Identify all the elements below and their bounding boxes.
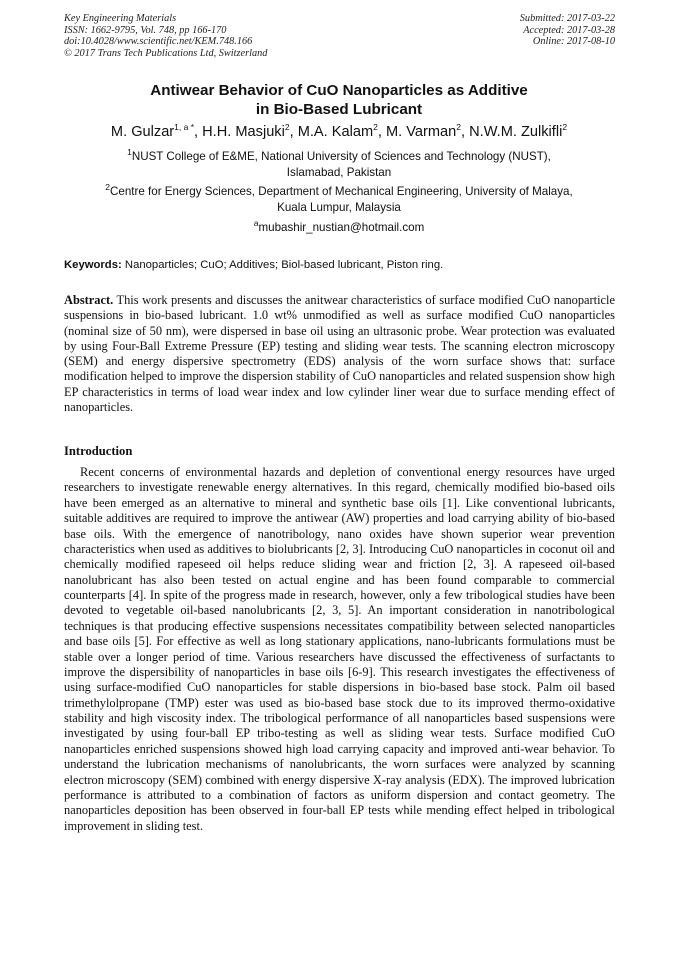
journal-issn: ISSN: 1662-9795, Vol. 748, pp 166-170 [64,24,227,36]
keywords [64,258,616,273]
affiliation-2 [70,184,608,216]
journal-doi[interactable]: doi:10.4028/www.scientific.net/KEM.748.166 [64,36,253,48]
abstract-label: Abstract. [64,293,114,307]
abstract [64,293,615,415]
author-affiliation-mark: 1, a * [174,122,195,133]
author-name: H.H. Masjuki [202,124,285,140]
accepted-date: Accepted: 2017-03-28 [523,24,615,36]
title-line-2: in Bio-Based Lubricant [255,100,423,118]
journal-name: Key Engineering Materials [64,13,177,24]
author-affiliation-mark: 2 [456,122,461,133]
author-name: N.W.M. Zulkifli [469,124,563,140]
author-affiliation-mark: 2 [562,122,568,133]
author-affiliation-mark: 2 [284,122,290,133]
keywords-label: Keywords: [64,259,122,271]
affiliation-line: NUST College of E&ME, National University of Sciences and Technology (NUST), [131,150,551,163]
introduction-paragraph: Recent concerns of environmental hazards and depletion of conventional energy resources have urged researchers to investigate renewable energy alternatives. In this regard, chemically modified bio-based oils have been emerged as an alternative to mineral and synthetic base oils [1]. Like conventional lubricants, suitable additives are required to improve the antiwear (AW) properties and load carrying ability of bio-based base oils. With the emergence of nanotribology, nano oxides have shown superior wear prevention characteristics when used as additives to biolubricants [2, 3]. Introducing CuO nanoparticles in coconut oil and chemically modified rapeseed oil helps reduce sliding wear and friction [2, 3]. A rapeseed oil-based nanolubricant has also been tested on actual engine and has been found comparable to commercial counterparts [4]. In spite of the progress made in research, however, only a few tribological studies have been devoted to vegetable oil-based nanolubricants [2, 3, 5]. An important consideration in nanotribological techniques is that producing effective suspensions necessitates compatibility between selected nanoparticles and base oils [5]. For effective as well as long stationary applications, nano-lubricants formulations must be stable over a longer period of time. Various researchers have discussed the effectiveness of surfactants to improve the dispersibility of nanoparticles in base oils [6-9]. This research investigates the effectiveness of using surface-modified CuO nanoparticles for stable dispersions in bio-based base stock. Palm oil based trimethylolpropane (TMP) ester was used as bio-based base stock due to its improved thermo-oxidative stability and high viscosity index. The tribological performance of all nanoparticles based suspensions were investigated by using four-ball EP tribo-testing as well as sliding wear tests. Surface modified CuO nanoparticles enriched suspensions showed high load carrying capacity and improved anti-wear behavior. To understand the lubrication mechanisms of nanolubricants, the worn surfaces were analyzed by scanning electron microscopy (SEM) combined with energy dispersive X-ray analysis (EDX). The improved lubrication performance is attributed to a combination of factors as uniform dispersion and contact geometry. The nanoparticles deposition has been observed in four-ball EP tests while mending effect helped in tribological improvement in sliding test. [64,465,615,833]
journal-copyright: © 2017 Trans Tech Publications Ltd, Switzerland [64,47,268,59]
affiliation-mark: 1 [127,147,132,158]
email-mark: a [253,218,259,229]
journal-info [64,13,267,59]
affiliation-line: Kuala Lumpur, Malaysia [277,201,401,214]
affiliation-line: Centre for Energy Sciences, Department of Mechanical Engineering, University of Malaya, [110,185,573,198]
publication-dates [520,13,615,48]
title-line-1: Antiwear Behavior of CuO Nanoparticles as Additive [150,82,528,99]
affiliation-line: Islamabad, Pakistan [286,166,392,179]
affiliation-mark: 2 [105,182,111,193]
submitted-date: Submitted: 2017-03-22 [519,13,615,24]
author-name: M.A. Kalam [297,124,374,140]
section-heading-introduction: Introduction [64,444,133,458]
paper-title [60,82,618,119]
author-name: M. Gulzar [110,124,175,140]
author-name: M. Varman [385,124,457,140]
author-list: M. Gulzar$^{1, a *}$, H.H. Masjuki$^2$, M.A. Kalam$^2$, M. Varman$^2$, N.W.M. Zulkifli$^2$ [110,122,568,140]
abstract-text: This work presents and discusses the anitwear characteristics of surface modified CuO nanoparticle suspensions in bio-based lubricant. 1.0 wt% unmodified as well as surface modified CuO nanoparticles (nominal size of 50 nm), were dispersed in base oil using an ultrasonic probe. Wear protection was evaluated by using Four-Ball Extreme Pressure (EP) testing and sliding wear tests. The scanning electron microscopy (SEM) and energy dispersive spectrometry (EDS) analysis of the worn surface shows that: surface modification helped to improve the dispersion stability of CuO nanoparticles and related suspension show high EP characteristics in terms of load wear index and low cylinder liner wear due to surface mending effect of nanoparticles. [64,293,615,415]
keywords-text: Nanoparticles; CuO; Additives; Biol-based lubricant, Piston ring. [121,259,444,271]
affiliation-1 [70,149,608,181]
online-date: Online: 2017-08-10 [532,36,615,48]
corresponding-email [70,220,608,236]
author-affiliation-mark: 2 [373,122,378,133]
email-address[interactable]: mubashir_nustian@hotmail.com [258,221,425,234]
